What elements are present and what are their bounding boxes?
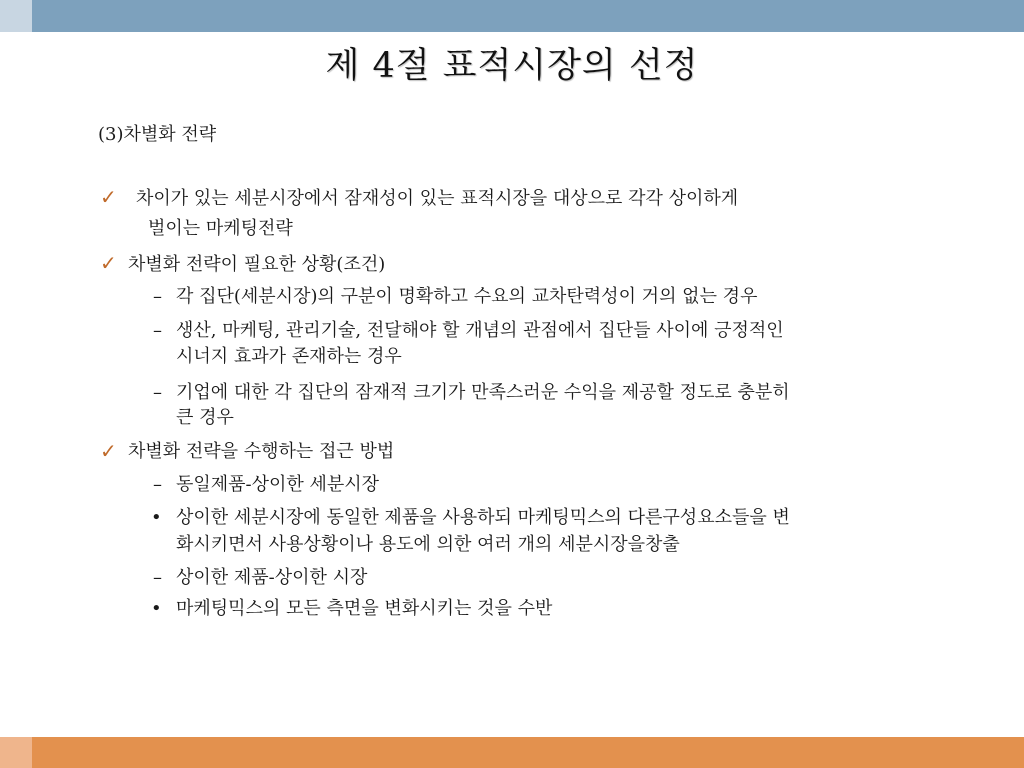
dash-marker: –	[153, 320, 162, 341]
dash-marker: –	[153, 567, 162, 588]
sub-bullet-text-continuation: 큰 경우	[176, 407, 234, 428]
sub-bullet-text: 각 집단(세분시장)의 구분이 명확하고 수요의 교차탄력성이 거의 없는 경우	[176, 286, 758, 307]
top-bar	[32, 0, 1024, 32]
bullet-text: 차별화 전략이 필요한 상황(조건)	[128, 254, 386, 275]
sub-bullet-text: 상이한 세분시장에 동일한 제품을 사용하되 마케팅믹스의 다른구성요소들을 변	[176, 507, 790, 528]
dash-marker: –	[153, 382, 162, 403]
slide-title: 제 4절 표적시장의 선정	[325, 46, 699, 86]
dash-marker: –	[153, 286, 162, 307]
top-bar-accent	[0, 0, 32, 32]
dash-marker: –	[153, 474, 162, 495]
bullet-text: 차이가 있는 세분시장에서 잠재성이 있는 표적시장을 대상으로 각각 상이하게	[136, 188, 739, 209]
sub-bullet-text: 동일제품-상이한 세분시장	[176, 474, 380, 495]
bullet-text-continuation: 벌이는 마케팅전략	[148, 218, 293, 239]
bullet-text: 차별화 전략을 수행하는 접근 방법	[128, 441, 395, 462]
check-icon: ✓	[100, 439, 117, 463]
bottom-bar-accent	[0, 737, 32, 768]
sub-bullet-text-continuation: 화시키면서 사용상황이나 용도에 의한 여러 개의 세분시장을창출	[176, 534, 680, 555]
sub-bullet-text: 마케팅믹스의 모든 측면을 변화시키는 것을 수반	[176, 598, 553, 619]
sub-bullet-text: 기업에 대한 각 집단의 잠재적 크기가 만족스러운 수익을 제공할 정도로 충분히	[176, 382, 790, 403]
dot-marker: •	[151, 598, 162, 619]
sub-bullet-text: 생산, 마케팅, 관리기술, 전달해야 할 개념의 관점에서 집단들 사이에 긍정적인	[176, 320, 784, 341]
sub-bullet-text-continuation: 시너지 효과가 존재하는 경우	[176, 346, 402, 367]
check-icon: ✓	[100, 251, 117, 275]
check-icon: ✓	[100, 185, 117, 209]
sub-bullet-text: 상이한 제품-상이한 시장	[176, 567, 368, 588]
section-subtitle: (3)차별화 전략	[98, 124, 217, 145]
bottom-bar	[32, 737, 1024, 768]
dot-marker: •	[151, 507, 162, 528]
